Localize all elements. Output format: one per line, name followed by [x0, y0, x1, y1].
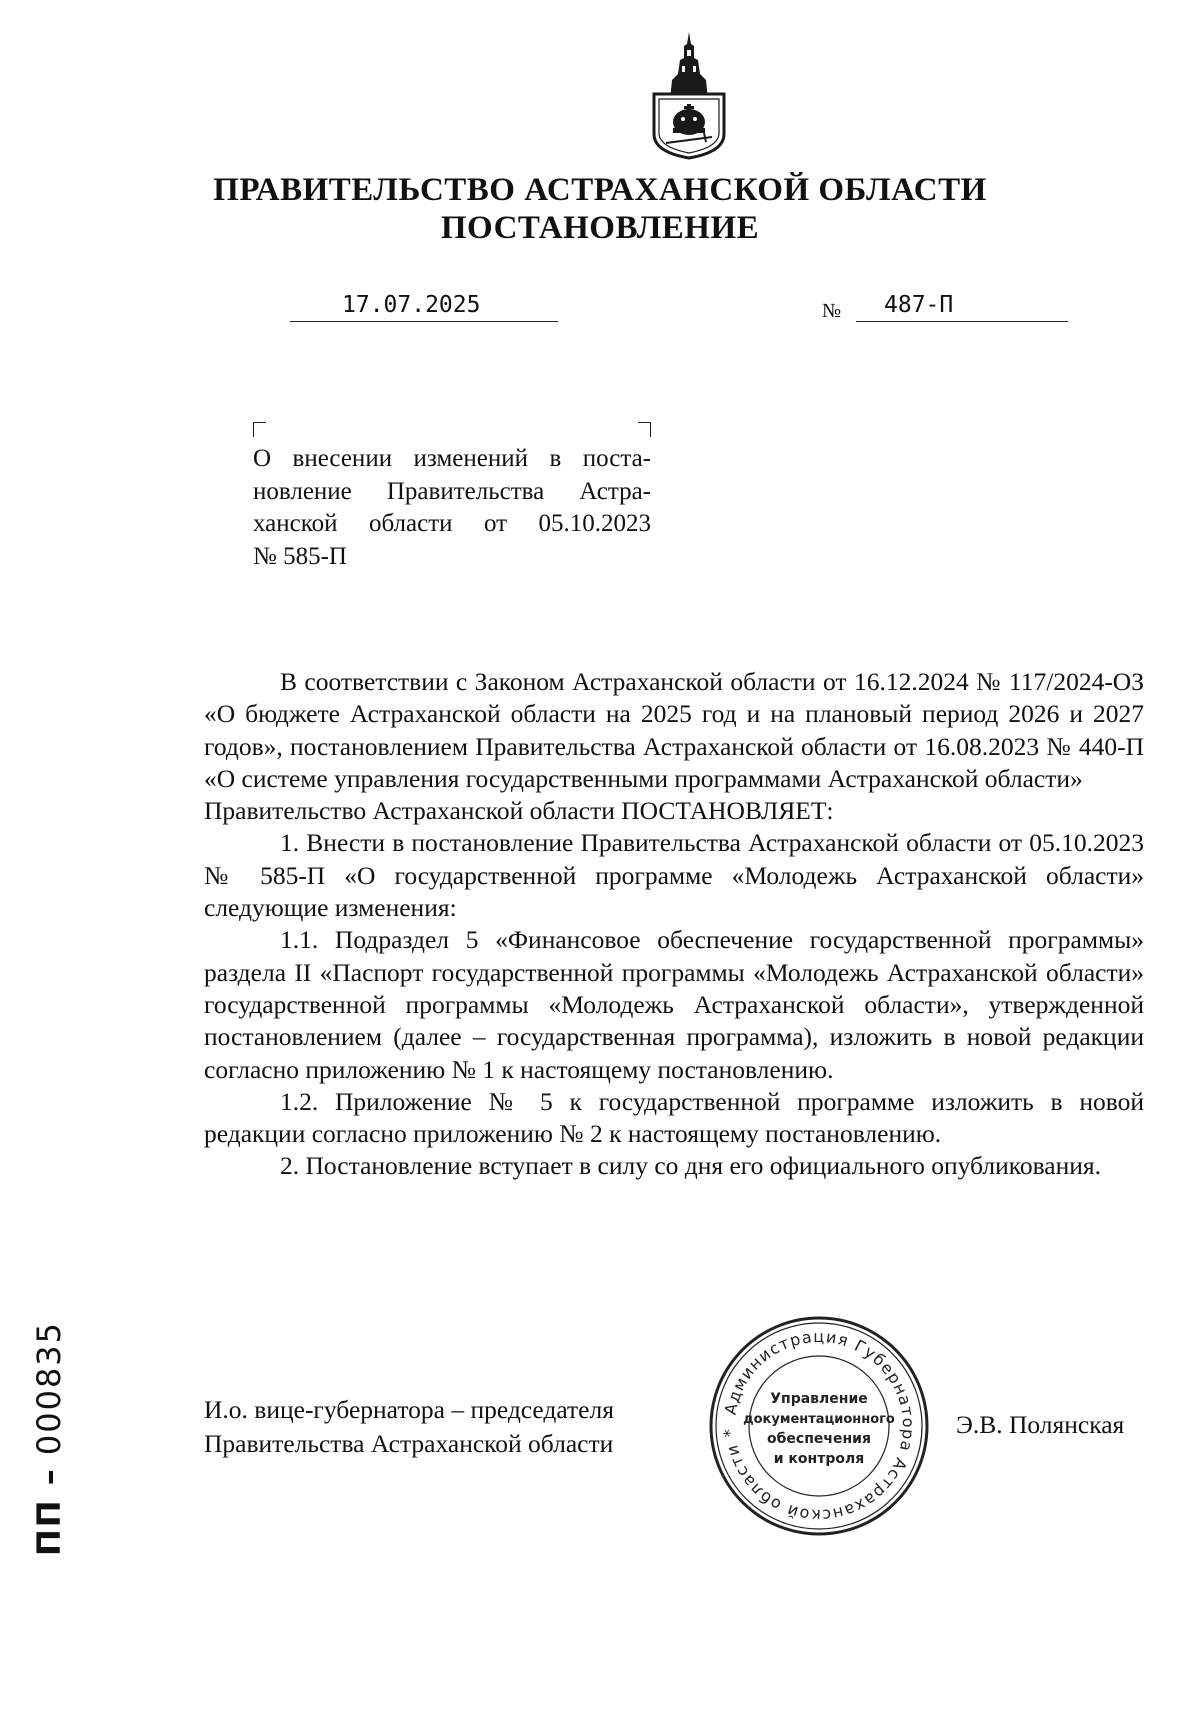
signer-position — [204, 1393, 614, 1461]
registration-code-prefix: ПП – — [30, 1467, 68, 1556]
number-label: № — [822, 300, 842, 322]
stamp-center-line: документационного — [743, 1412, 895, 1427]
preamble-paragraph: В соответствии с Законом Астраханской области от 16.12.2024 № 117/2024-ОЗ «О бюджете Астраханской области на 2025 год и на плановый период 2026 и 2027 годов», постановлением Правительства Астраханской области от 16.08.2023 № 440-П «О системе управления государственными программами Астраханской области» — [204, 667, 1144, 793]
document-body — [204, 666, 1144, 1183]
subject-line: № 585-П — [253, 542, 347, 570]
document-type-title: ПОСТАНОВЛЕНИЕ — [440, 210, 760, 246]
signer-position-line: Правительства Астраханской области — [204, 1429, 614, 1458]
organization-title: ПРАВИТЕЛЬСТВО АСТРАХАНСКОЙ ОБЛАСТИ — [213, 172, 987, 208]
subject-corner-mark-right — [638, 422, 651, 437]
body-item-1-1: 1.1. Подраздел 5 «Финансовое обеспечение государственной программы» раздела II «Паспорт государственной программы «Молодежь Астраханской области» государственной программы «Молодежь Астраханской области», утвержденной постановлением (далее – государственная программа), изложить в новой редакции согласно приложению № 1 к настоящему постановлению. — [204, 925, 1144, 1084]
body-item-1-2: 1.2. Приложение № 5 к государственной программе изложить в новой редакции согласно приложению № 2 к настоящему постановлению. — [204, 1086, 1144, 1149]
subject-line: ханской области от 05.10.2023 — [253, 510, 651, 537]
stamp-center-line: и контроля — [773, 1451, 865, 1467]
document-number: 487-П — [856, 290, 1068, 322]
body-item-1: 1. Внести в постановление Правительства Астраханской области от 05.10.2023 № 585-П «О государственной программе «Молодежь Астраханской области» следующие изменения: — [204, 828, 1144, 923]
subject-line: новление Правительства Астра- — [253, 477, 651, 505]
stamp-ring-text: Администрация Губернатора Астраханской области * — [719, 1326, 919, 1526]
document-date: 17.07.2025 — [290, 290, 558, 322]
signer-name: Э.В. Полянская — [956, 1410, 1125, 1439]
document-subject — [253, 443, 651, 573]
registration-code-number: 000835 — [30, 1320, 68, 1456]
official-stamp — [706, 1313, 932, 1539]
stamp-center-line: обеспечения — [767, 1431, 871, 1447]
signer-position-line: И.о. вице-губернатора – председателя — [204, 1395, 614, 1424]
subject-line: О внесении изменений в поста- — [253, 445, 651, 472]
registration-code — [30, 1321, 68, 1556]
coat-of-arms-emblem — [646, 30, 732, 160]
body-item-2: 2. Постановление вступает в силу со дня его официального опубликования. — [280, 1151, 1101, 1181]
decree-line: Правительство Астраханской области ПОСТАНОВЛЯЕТ: — [204, 796, 834, 826]
subject-corner-mark-left — [253, 422, 266, 437]
stamp-center-line: Управление — [770, 1391, 868, 1407]
